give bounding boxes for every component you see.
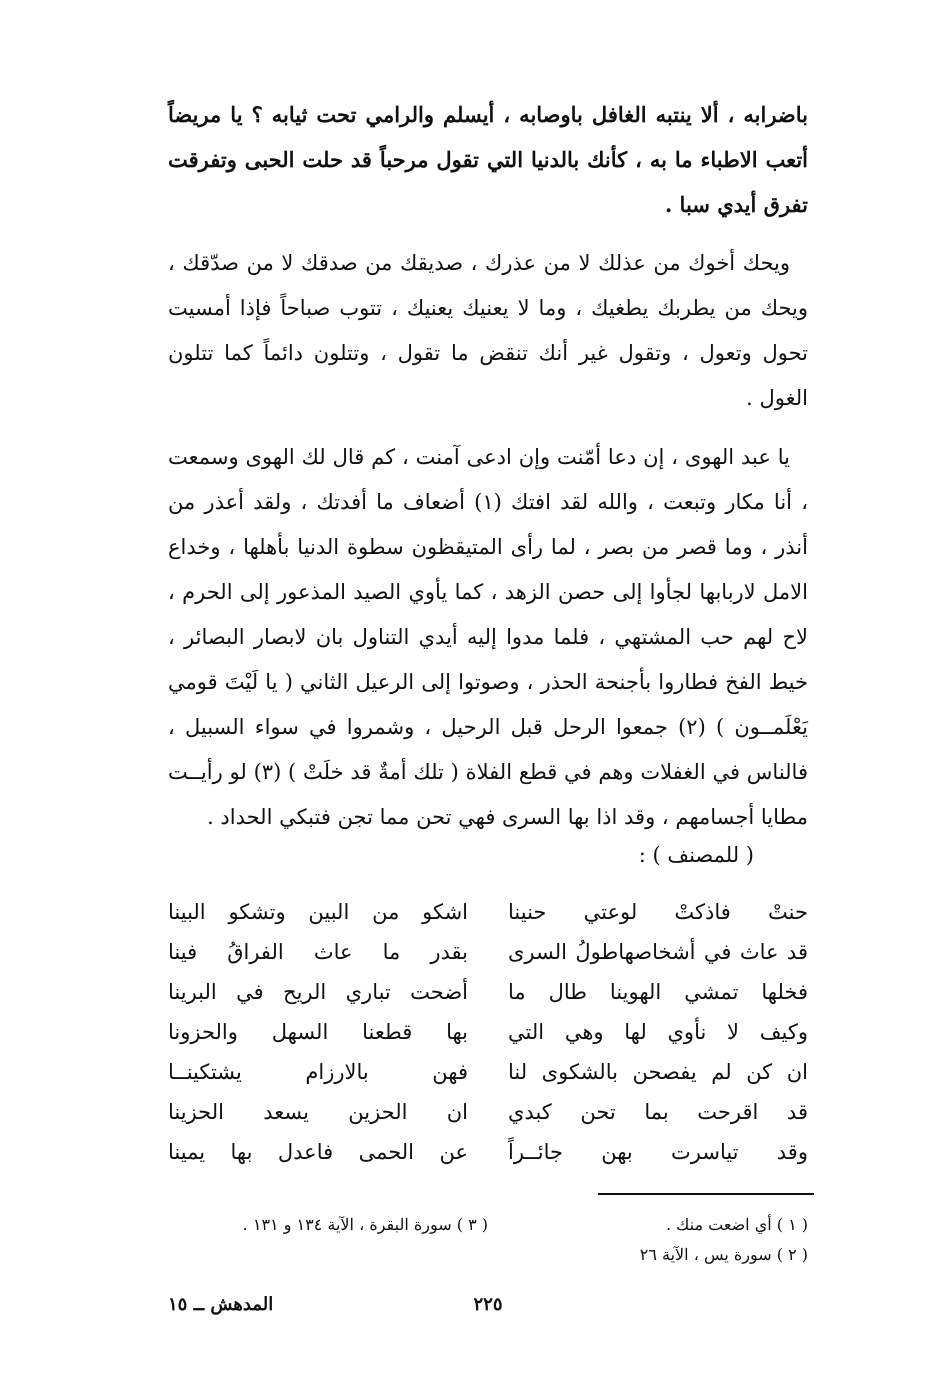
verse-first-hemistich: قد اقرحت بما تحن كبدي (508, 1100, 808, 1124)
verse-first-hemistich: وكيف لا نأوي لها وهي التي (508, 1020, 808, 1044)
footnote-3: ( ٣ ) سورة البقرة ، الآية ١٣٤ و ١٣١ . (242, 1215, 488, 1234)
footnote-1: ( ١ ) أي اضعت منك . (666, 1215, 808, 1234)
poem-verse (168, 892, 808, 932)
verse-second-hemistich: أضحت تباري الريح في البرينا (168, 980, 468, 1004)
verse-second-hemistich: عن الحمى فاعدل بها يمينا (168, 1140, 468, 1164)
verse-first-hemistich: قد عاث في أشخاصهاطولُ السرى (508, 940, 808, 964)
footnote-column-right (508, 1210, 808, 1270)
verse-first-hemistich: وقد تياسرت بهن جائــراً (508, 1140, 808, 1164)
verse-second-hemistich: بها قطعنا السهل والحزونا (168, 1020, 468, 1044)
poem-verse (168, 1012, 808, 1052)
footnote-2: ( ٢ ) سورة يس ، الآية ٢٦ (639, 1245, 808, 1264)
page-footer (168, 1290, 808, 1320)
poem-verse (168, 1052, 808, 1092)
poem-verse (168, 932, 808, 972)
paragraph-2: ويحك أخوك من عذلك لا من عذرك ، صديقك من صدقك لا من صدّقك ، ويحك من يطربك يطغيك ، وما لا يعنيك يعنيك ، تتوب صباحاً فإذا أمسيت تحول وتعول ، وتقول غير أنك تنقض ما تقول ، وتتلون دائماً كما تتلون الغول . (168, 251, 808, 410)
footnote-divider (598, 1193, 814, 1195)
paragraph-1: باضرابه ، ألا ينتبه الغافل باوصابه ، أيسلم والرامي تحت ثيابه ؟ يا مريضاً أتعب الاطباء ما به ، كأنك بالدنيا التي تقول مرحباً قد حلت الحبى وتفرقت تفرق أيدي سبا . (168, 102, 808, 217)
verse-second-hemistich: فهن بالارزام يشتكينــا (168, 1060, 468, 1084)
poem-heading: ( للمصنف ) : (638, 843, 754, 867)
page-number: ٢٢٥ (473, 1294, 503, 1315)
body-text (168, 92, 808, 854)
paragraph-3: يا عبد الهوى ، إن دعا أمّنت وإن ادعى آمنت ، كم قال لك الهوى وسمعت ، أنا مكار وتبعت ، والله لقد افتك (١) أضعاف ما أفدتك ، ولقد أعذر من أنذر ، وما قصر من بصر ، لما رأى المتيقظون سطوة الدنيا بأهلها ، وخداع الامل لاربابها لجأوا إلى حصن الزهد ، كما يأوي الصيد المذعور إلى الحرم ، لاح لهم حب المشتهي ، فلما مدوا إليه أيدي التناول بان لابصار البصائر ، خيط الفخ فطاروا بأجنحة الحذر ، وصوتوا إلى الرعيل الثاني ( يا لَيْتَ قومي يَعْلَمــون ) (٢) جمعوا الرحل قبل الرحيل ، وشمروا في سواء السبيل ، فالناس في الغفلات وهم في قطع الفلاة ( تلك أمةٌ قد خلَتْ ) (٣) لو رأيــت مطايا أجسامهم ، وقد اذا بها السرى فهي تحن مما تجن فتبكي الحداد . (168, 445, 808, 829)
verse-first-hemistich: ان كن لم يفصحن بالشكوى لنا (508, 1060, 808, 1084)
poem-verse (168, 1132, 808, 1172)
poem-verse (168, 972, 808, 1012)
poem (168, 892, 808, 1172)
poem-verse (168, 1092, 808, 1132)
verse-first-hemistich: فخلها تمشي الهوينا طال ما (508, 980, 808, 1004)
verse-first-hemistich: حنتْ فاذكتْ لوعتي حنينا (508, 900, 808, 924)
verse-second-hemistich: بقدر ما عاث الفراقُ فينا (168, 940, 468, 964)
verse-second-hemistich: اشكو من البين وتشكو البينا (168, 900, 468, 924)
running-head: المدهش ــ ١٥ (168, 1294, 274, 1315)
verse-second-hemistich: ان الحزين يسعد الحزينا (168, 1100, 468, 1124)
footnote-column-left (168, 1210, 488, 1240)
